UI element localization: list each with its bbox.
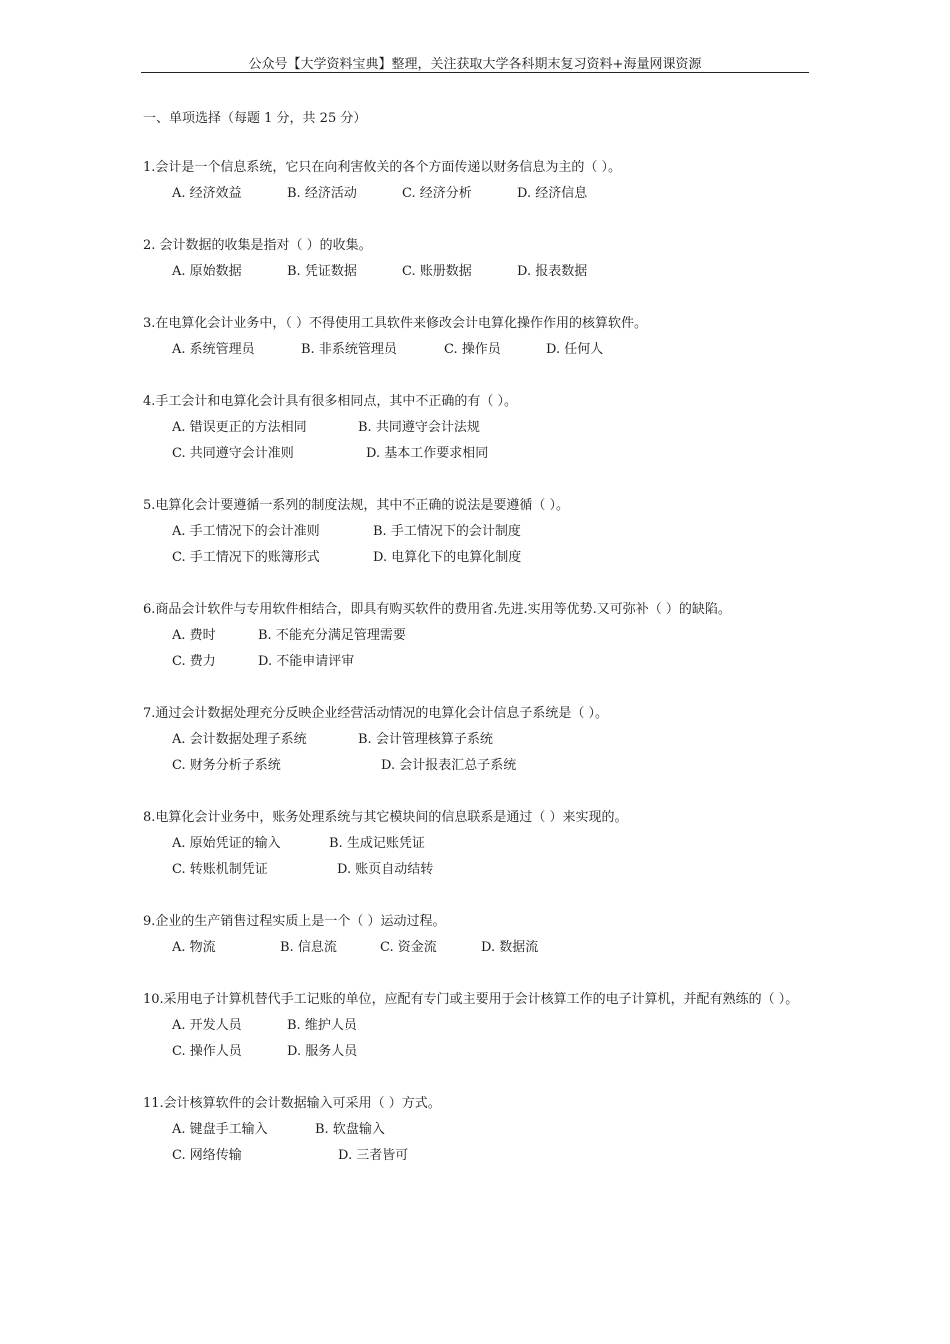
answer-option: B. 会计管理核算子系统 xyxy=(358,732,493,747)
question-text: 5.电算化会计要遵循一系列的制度法规，其中不正确的说法是要遵循（ ）。 xyxy=(143,498,570,513)
answer-option: B. 不能充分满足管理需要 xyxy=(258,628,406,643)
question-text: 7.通过会计数据处理充分反映企业经营活动情况的电算化会计信息子系统是（ ）。 xyxy=(143,706,609,721)
answer-option: C. 网络传输 xyxy=(172,1148,242,1163)
answer-option: B. 手工情况下的会计制度 xyxy=(373,524,521,539)
section-title: 一、单项选择（每题 1 分，共 25 分） xyxy=(143,111,367,126)
answer-option: A. 会计数据处理子系统 xyxy=(172,732,307,747)
option-row xyxy=(143,1013,809,1039)
document-body xyxy=(143,109,809,1195)
option-row xyxy=(143,259,809,285)
answer-option: C. 费力 xyxy=(172,654,216,669)
answer-option: D. 任何人 xyxy=(546,342,604,357)
answer-option: D. 基本工作要求相同 xyxy=(366,446,489,461)
question-item xyxy=(143,389,809,467)
answer-option: C. 转账机制凭证 xyxy=(172,862,268,877)
answer-option: C. 账册数据 xyxy=(402,264,472,279)
question-item xyxy=(143,493,809,571)
question-item xyxy=(143,311,809,363)
answer-option: A. 经济效益 xyxy=(172,186,242,201)
answer-option: D. 电算化下的电算化制度 xyxy=(373,550,522,565)
question-text: 8.电算化会计业务中，账务处理系统与其它模块间的信息联系是通过（ ）来实现的。 xyxy=(143,810,628,825)
option-row xyxy=(143,545,809,571)
answer-option: C. 操作人员 xyxy=(172,1044,242,1059)
answer-option: B. 凭证数据 xyxy=(287,264,357,279)
answer-option: A. 费时 xyxy=(172,628,216,643)
question-item xyxy=(143,155,809,207)
answer-option: D. 服务人员 xyxy=(287,1044,358,1059)
answer-option: C. 资金流 xyxy=(380,940,437,955)
answer-option: A. 错误更正的方法相同 xyxy=(172,420,307,435)
page-header: 公众号【大学资料宝典】整理，关注获取大学各科期末复习资料+海量网课资源 xyxy=(248,57,702,72)
answer-option: B. 共同遵守会计法规 xyxy=(358,420,480,435)
answer-option: C. 手工情况下的账簿形式 xyxy=(172,550,320,565)
option-row xyxy=(143,649,809,675)
option-row xyxy=(143,1039,809,1065)
question-list xyxy=(143,155,809,1169)
answer-option: A. 手工情况下的会计准则 xyxy=(172,524,320,539)
option-row xyxy=(143,831,809,857)
answer-option: A. 物流 xyxy=(172,940,216,955)
answer-option: B. 软盘输入 xyxy=(315,1122,385,1137)
answer-option: A. 开发人员 xyxy=(172,1018,242,1033)
answer-option: B. 非系统管理员 xyxy=(301,342,397,357)
answer-option: D. 数据流 xyxy=(481,940,539,955)
option-row xyxy=(143,519,809,545)
answer-option: C. 财务分析子系统 xyxy=(172,758,281,773)
answer-option: A. 原始数据 xyxy=(172,264,242,279)
answer-option: C. 共同遵守会计准则 xyxy=(172,446,294,461)
answer-option: D. 不能申请评审 xyxy=(258,654,355,669)
answer-option: A. 原始凭证的输入 xyxy=(172,836,281,851)
question-item xyxy=(143,1091,809,1169)
question-text: 6.商品会计软件与专用软件相结合，即具有购买软件的费用省.先进.实用等优势.又可弥补（ ）的缺陷。 xyxy=(143,602,731,617)
question-text: 2. 会计数据的收集是指对（ ）的收集。 xyxy=(143,238,372,253)
answer-option: A. 系统管理员 xyxy=(172,342,255,357)
option-row xyxy=(143,1143,809,1169)
answer-option: C. 经济分析 xyxy=(402,186,472,201)
question-item xyxy=(143,909,809,961)
answer-option: B. 维护人员 xyxy=(287,1018,357,1033)
option-row xyxy=(143,1117,809,1143)
question-text: 3.在电算化会计业务中，（ ）不得使用工具软件来修改会计电算化操作作用的核算软件。 xyxy=(143,316,648,331)
answer-option: D. 三者皆可 xyxy=(338,1148,409,1163)
answer-option: D. 报表数据 xyxy=(517,264,588,279)
option-row xyxy=(143,181,809,207)
option-row xyxy=(143,415,809,441)
answer-option: A. 键盘手工输入 xyxy=(172,1122,268,1137)
question-text: 1.会计是一个信息系统，它只在向利害攸关的各个方面传递以财务信息为主的（ ）。 xyxy=(143,160,622,175)
answer-option: C. 操作员 xyxy=(444,342,501,357)
option-row xyxy=(143,753,809,779)
question-text: 10.采用电子计算机替代手工记账的单位，应配有专门或主要用于会计核算工作的电子计算机，并配有熟练的（ ）。 xyxy=(143,992,799,1007)
answer-option: D. 经济信息 xyxy=(517,186,588,201)
question-item xyxy=(143,701,809,779)
question-item xyxy=(143,987,809,1065)
question-item xyxy=(143,597,809,675)
answer-option: D. 账页自动结转 xyxy=(337,862,434,877)
option-row xyxy=(143,337,809,363)
answer-option: B. 经济活动 xyxy=(287,186,357,201)
question-item xyxy=(143,805,809,883)
option-row xyxy=(143,623,809,649)
question-text: 4.手工会计和电算化会计具有很多相同点，其中不正确的有（ ）。 xyxy=(143,394,518,409)
question-text: 11.会计核算软件的会计数据输入可采用（ ）方式。 xyxy=(143,1096,441,1111)
answer-option: B. 信息流 xyxy=(280,940,337,955)
header-divider xyxy=(141,72,809,73)
question-item xyxy=(143,233,809,285)
question-text: 9.企业的生产销售过程实质上是一个（ ）运动过程。 xyxy=(143,914,446,929)
answer-option: B. 生成记账凭证 xyxy=(329,836,425,851)
option-row xyxy=(143,727,809,753)
option-row xyxy=(143,935,809,961)
answer-option: D. 会计报表汇总子系统 xyxy=(381,758,517,773)
option-row xyxy=(143,441,809,467)
option-row xyxy=(143,857,809,883)
